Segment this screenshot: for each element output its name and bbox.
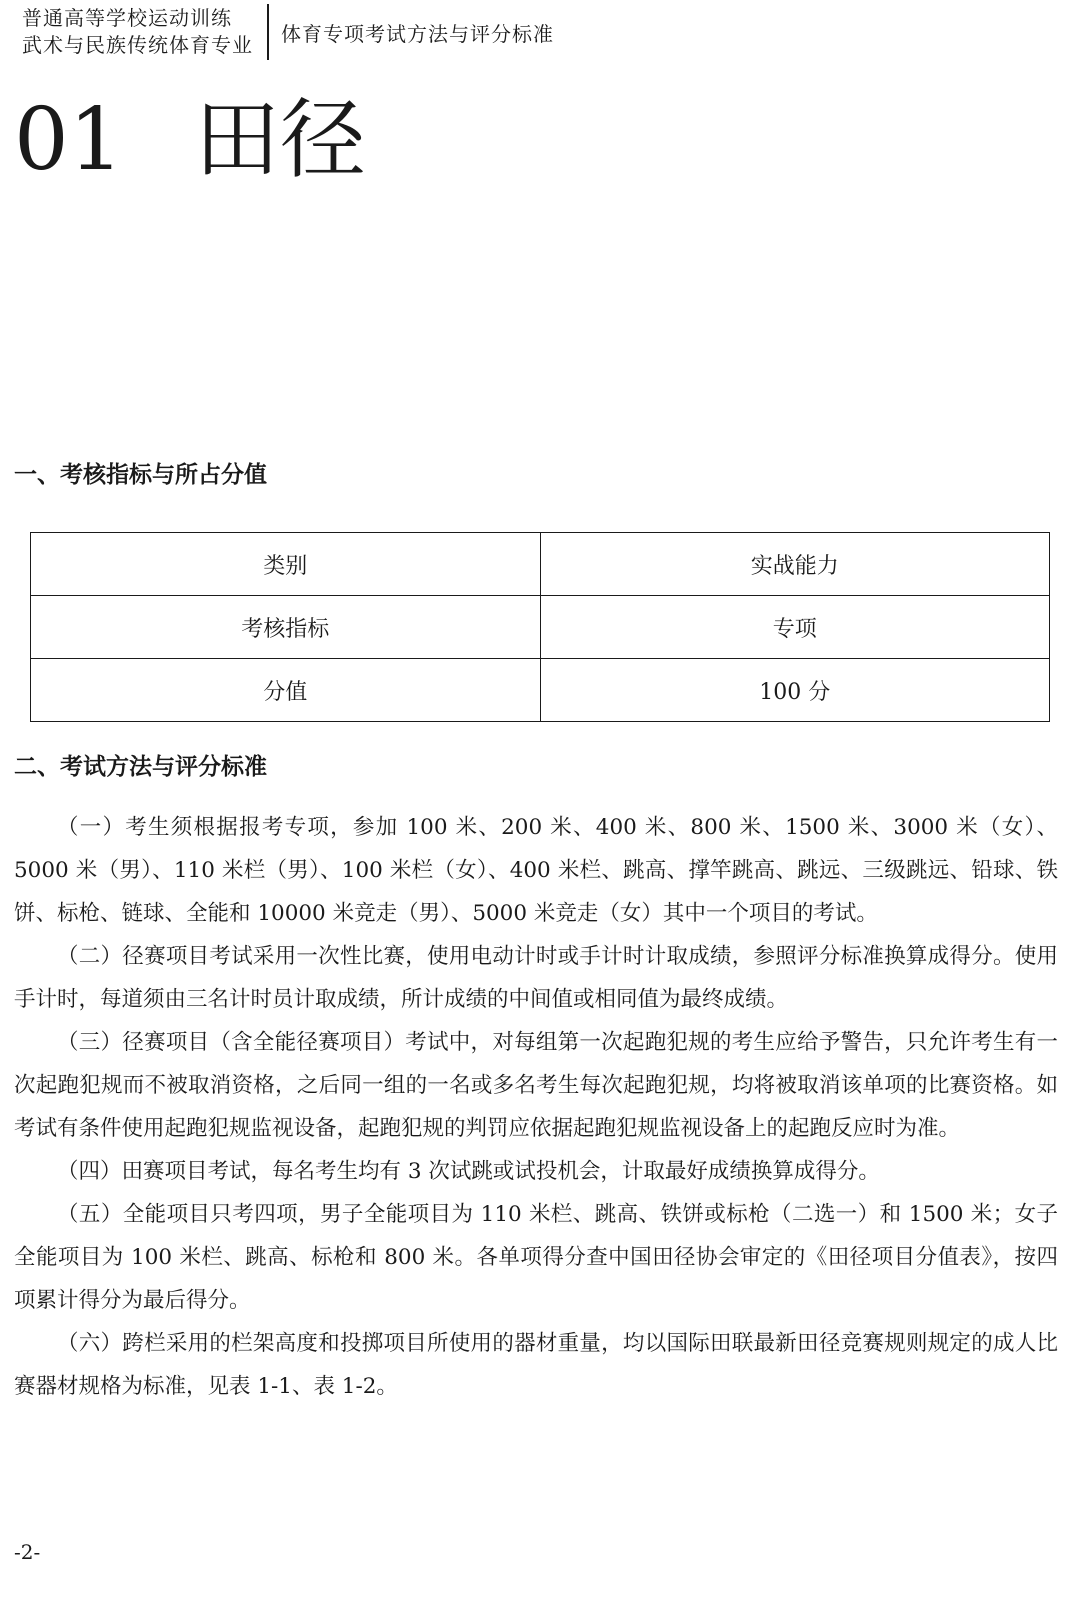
paragraph: （四）田赛项目考试，每名考生均有 3 次试跳或试投机会，计取最好成绩换算成得分。 [57,1159,880,1184]
table-cell: 专项 [540,596,1050,659]
table-cell: 实战能力 [540,533,1050,596]
paragraph: （一）考生须根据报考专项，参加 100 米、200 米、400 米、800 米、1500 米、3000 米（女）、5000 米（男）、110 米栏（男）、100 米栏（女）、400 米栏、跳高、撑竿跳高、跳远、三级跳远、铅球、铁饼、标枪、链球、全能和 10000 米竞走（男）、5000 米竞走（女）其中一个项目的考试。 [14,815,1058,926]
header-left-block [22,4,267,60]
chapter-name: 田径 [194,90,366,190]
header-right-title: 体育专项考试方法与评分标准 [281,21,554,46]
table-row [31,659,1050,722]
paragraph: （五）全能项目只考四项，男子全能项目为 110 米栏、跳高、铁饼或标枪（二选一）和 1500 米；女子全能项目为 100 米栏、跳高、标枪和 800 米。各单项得分查中国田径协会审定的《田径项目分值表》，按四项累计得分为最后得分。 [14,1202,1058,1313]
paragraph: （二）径赛项目考试采用一次性比赛，使用电动计时或手计时计取成绩，参照评分标准换算成得分。使用手计时，每道须由三名计时员计取成绩，所计成绩的中间值或相同值为最终成绩。 [14,944,1058,1012]
table-row [31,596,1050,659]
section2-heading: 二、考试方法与评分标准 [14,754,267,780]
section1-heading: 一、考核指标与所占分值 [14,462,267,488]
paragraph: （六）跨栏采用的栏架高度和投掷项目所使用的器材重量，均以国际田联最新田径竞赛规则规定的成人比赛器材规格为标准，见表 1-1、表 1-2。 [14,1331,1058,1399]
table-cell: 类别 [31,533,541,596]
running-header [22,4,554,60]
header-left-line1: 普通高等学校运动训练 [22,6,232,30]
page-number: -2- [14,1540,41,1564]
table-cell: 分值 [31,659,541,722]
chapter-number: 01 [14,90,124,190]
table-cell: 考核指标 [31,596,541,659]
header-left-line2: 武术与民族传统体育专业 [22,33,253,57]
table-cell: 100 分 [540,659,1050,722]
table-row [31,533,1050,596]
body-text [14,806,1058,1408]
paragraph: （三）径赛项目（含全能径赛项目）考试中，对每组第一次起跑犯规的考生应给予警告，只允许考生有一次起跑犯规而不被取消资格，之后同一组的一名或多名考生每次起跑犯规，均将被取消该单项的比赛资格。如考试有条件使用起跑犯规监视设备，起跑犯规的判罚应依据起跑犯规监视设备上的起跑反应时为准。 [14,1030,1058,1141]
score-table [30,532,1050,722]
chapter-title [14,90,366,190]
